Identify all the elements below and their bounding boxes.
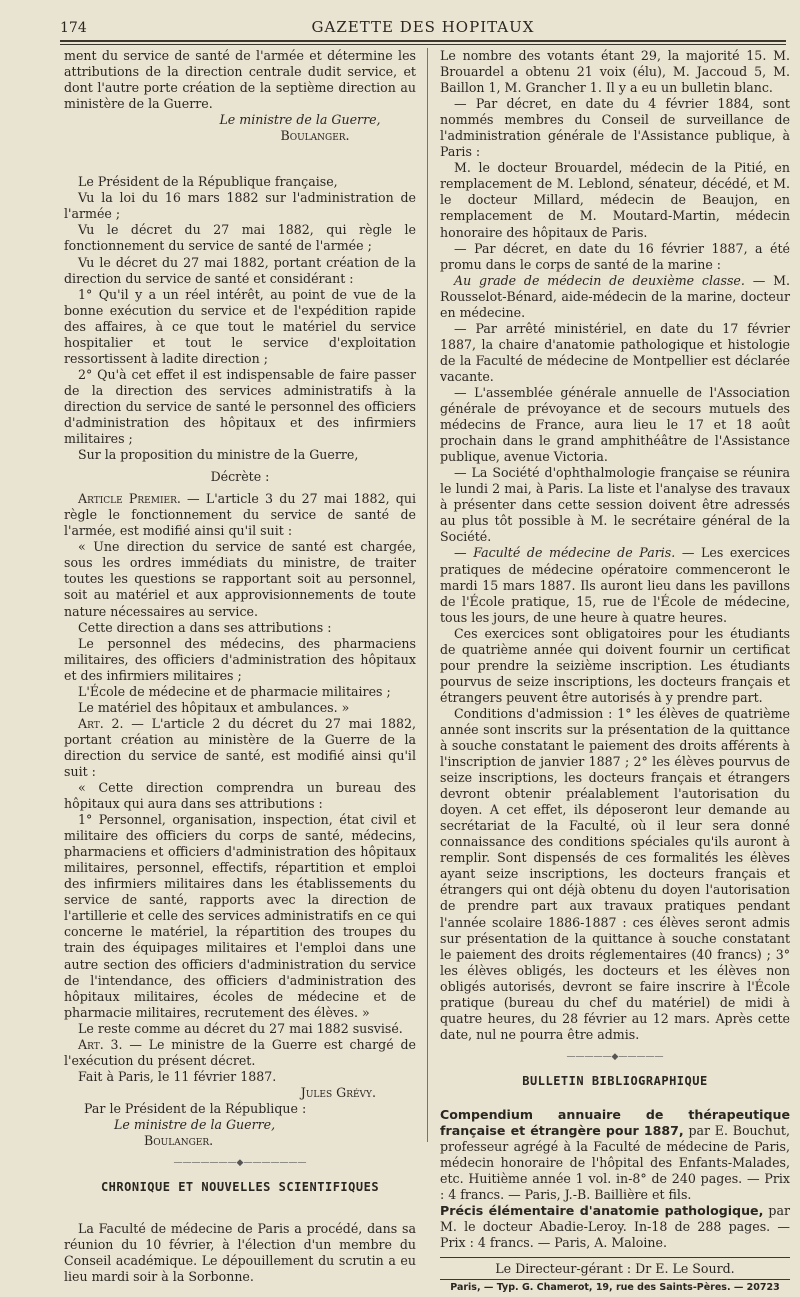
paragraph: Le matériel des hôpitaux et ambulances. » — [78, 699, 350, 715]
paragraph: Le personnel des médecins, des pharmaciens militaires, des officiers d'administration des hôpitaux et des infirmiers militaires ; — [64, 635, 416, 683]
paragraph: — La Société d'ophthalmologie française se réunira le lundi 2 mai, à Paris. La liste et l'analyse des travaux à présenter dans cette session doivent être adressés au plus tôt possible à M. le secrétaire général de la Société. — [440, 465, 790, 545]
page-number: 174 — [60, 20, 87, 36]
ornament-divider: —————◆————— — [566, 1051, 664, 1062]
paragraph: M. le docteur Brouardel, médecin de la Pitié, en remplacement de M. Leblond, sénateur, décédé, et M. le docteur Millard, médecin de Beaujon, en remplacement de M. Moutard-Martin, médecin honoraire des hôpitaux de Paris. — [440, 160, 790, 240]
book-details: par M. le docteur Abadie-Leroy. In-18 de 288 pages. — Prix : 4 francs. — Paris, A. Maloine. — [440, 1203, 790, 1251]
paragraph: « Cette direction comprendra un bureau des hôpitaux qui aura dans ses attributions : — [64, 780, 416, 812]
paragraph: 2° Qu'à cet effet il est indispensable de faire passer de la direction des services administratifs à la direction du service de santé le personnel des officiers d'administration des hôpitaux et des infirmiers militaires ; — [64, 366, 416, 447]
director-line: Le Directeur-gérant : Dr E. Le Sourd. — [440, 1257, 790, 1280]
article-2 — [64, 716, 416, 780]
paragraph-text: — Les exercices pratiques de médecine opératoire commenceront le mardi 15 mars 1887. Ils auront lieu dans les pavillons de l'École pratique, 15, rue de l'École de médecine, tous les jours, de une heure à quatre heures. — [440, 545, 790, 625]
left-column — [64, 48, 416, 1285]
signature-name: Boulanger. — [280, 128, 350, 144]
paragraph: — Par décret, en date du 16 février 1887, a été promu dans le corps de santé de la marine : — [440, 240, 790, 272]
paragraph — [440, 545, 790, 625]
book-title: Précis élémentaire d'anatomie pathologique, — [440, 1203, 764, 1219]
chronique-title: CHRONIQUE ET NOUVELLES SCIENTIFIQUES — [100, 1180, 380, 1195]
signature-name: Boulanger. — [144, 1133, 214, 1149]
paragraph: Le Président de la République française, — [78, 174, 338, 190]
signature-role: Le ministre de la Guerre, — [219, 112, 381, 128]
paragraph: Conditions d'admission : 1° les élèves de quatrième année sont inscrits sur la présentation de la quittance à souche constatant le paiement des droits afférents à l'inscription de janvier 1887 ; 2° les élèves pourvus de seize inscriptions, les docteurs français et étrangers devront obtenir préalablement l'autorisation du doyen. A cet effet, ils déposeront leur demande au secrétariat de la Faculté, où il leur sera donné connaissance des conditions spéciales qu'ils auront à remplir. Sont dispensés de ces formalités les élèves ayant seize inscriptions, les docteurs français et étrangers qui ont déjà obtenu du doyen l'autorisation de prendre part aux travaux pratiques pendant l'année scolaire 1886-1887 : ces élèves seront admis sur présentation de la quittance à souche constatant le paiement des droits réglementaires (40 francs) ; 3° les élèves obligés, les docteurs et les élèves non obligés autorisés, devront se faire inscrire à l'École pratique (bureau du chef du matériel) de midi à quatre heures, du 28 février au 12 mars. Après cette date, nul ne pourra être admis. — [440, 705, 790, 1042]
book-details: par E. Bouchut, professeur agrégé à la Faculté de médecine de Paris, médecin honoraire de l'hôpital des Enfants-Malades, etc. Huitième année 1 vol. in-8° de 240 pages. — Prix : 4 francs. — Paris, J.-B. Baillière et fils. — [440, 1123, 790, 1203]
page-header — [60, 18, 786, 38]
paragraph: — Par arrêté ministériel, en date du 17 février 1887, la chaire d'anatomie pathologique et histologie de la Faculté de médecine de Montpellier est déclarée vacante. — [440, 320, 790, 384]
article-text: — L'article 3 du 27 mai 1882, qui règle le fonctionnement du service de santé de l'armée, est modifié ainsi qu'il suit : — [64, 491, 416, 539]
paragraph: ment du service de santé de l'armée et détermine les attributions de la direction centrale dudit service, et dont l'autre porte création de la septième direction au ministère de la Guerre. — [64, 48, 416, 112]
column-divider — [427, 48, 428, 1142]
ornament-divider: ———————◆——————— — [173, 1158, 307, 1169]
paragraph: — Par décret, en date du 4 février 1884, sont nommés membres du Conseil de surveillance de l'administration générale de l'Assistance publique, à Paris : — [440, 96, 790, 160]
article-label: Art. 3. — [78, 1036, 123, 1052]
header-rule-thin — [60, 44, 786, 45]
paragraph: Le nombre des votants étant 29, la majorité 15. M. Brouardel a obtenu 21 voix (élu), M. Jaccoud 5, M. Baillon 1, M. Grancher 1. Il y a eu un bulletin blanc. — [440, 48, 790, 96]
paragraph-text: — M. Rousselot-Bénard, aide-médecin de la marine, docteur en médecine. — [440, 272, 791, 320]
paragraph: — L'assemblée générale annuelle de l'Association générale de prévoyance et de secours mutuels des médecins de France, aura lieu le 17 et 18 août prochain dans le grand amphithéâtre de l'Assistance publique, avenue Victoria. — [440, 384, 790, 465]
paragraph — [440, 273, 790, 321]
right-column — [440, 48, 790, 1297]
article-3 — [64, 1037, 416, 1069]
paragraph: Ces exercices sont obligatoires pour les étudiants de quatrième année qui doivent fournir un certificat pour prendre la seizième inscription. Les étudiants pourvus de seize inscriptions, les docteurs français et étrangers peuvent être autorisés à y prendre part. — [440, 625, 790, 705]
paragraph: L'École de médecine et de pharmacie militaires ; — [78, 683, 391, 699]
header-rule — [60, 40, 786, 42]
paragraph: « Une direction du service de santé est chargée, sous les ordres immédiats du ministre, de traiter toutes les questions se rapportant soit au personnel, soit au matériel et aux approvisionnements de toute nature nécessaires au service. — [64, 539, 416, 619]
bibliography-entry — [440, 1203, 790, 1251]
italic-lead: — Faculté de médecine de Paris. — [454, 545, 676, 561]
article-text: — L'article 2 du décret du 27 mai 1882, portant création au ministère de la Guerre de la direction du service de santé, est modifié ainsi qu'il suit : — [64, 715, 416, 779]
signature-name: Jules Grévy. — [300, 1084, 376, 1100]
decrete-heading: Décrète : — [210, 469, 270, 485]
paragraph: Fait à Paris, le 11 février 1887. — [78, 1068, 277, 1084]
paragraph: Vu le décret du 27 mai 1882, portant création de la direction du service de santé et considérant : — [64, 254, 416, 286]
journal-title: GAZETTE DES HOPITAUX — [311, 18, 535, 36]
article-label: Article Premier. — [78, 491, 181, 507]
printer-line: Paris, — Typ. G. Chamerot, 19, rue des Saints-Pères. — 20723 — [450, 1282, 780, 1294]
paragraph: Cette direction a dans ses attributions : — [78, 619, 332, 635]
signature-role: Le ministre de la Guerre, — [114, 1117, 276, 1132]
bulletin-title: BULLETIN BIBLIOGRAPHIQUE — [522, 1073, 708, 1088]
italic-lead: Au grade de médecin de deuxième classe. — [454, 272, 745, 288]
paragraph: Vu la loi du 16 mars 1882 sur l'administration de l'armée ; — [64, 190, 416, 222]
paragraph: 1° Personnel, organisation, inspection, état civil et militaire des officiers du corps de santé, médecins, pharmaciens et officiers d'administration des hôpitaux militaires, personnel, effectifs, répartition et emploi des infirmiers militaires dans les établissements du service de santé, rapports avec la direction de l'artillerie et celle des services administratifs en ce qui concerne le matériel, la répartition des troupes du train des équipages militaires et l'emploi dans une autre section des officiers d'administration du service de l'intendance, des officiers d'administration des hôpitaux militaires, écoles de médecine et de pharmacie militaires, recrutement des élèves. » — [64, 812, 416, 1020]
article-1 — [64, 491, 416, 539]
book-title: Compendium annuaire de thérapeutique française et étrangère pour 1887, — [440, 1107, 790, 1139]
article-text: — Le ministre de la Guerre est chargé de l'exécution du présent décret. — [64, 1036, 416, 1068]
paragraph: 1° Qu'il y a un réel intérêt, au point de vue de la bonne exécution du service et de l'expédition rapide des affaires, à ce que tout le matériel du service hospitalier et tout le service d'exploitation ressortissent à ladite direction ; — [64, 286, 416, 366]
paragraph: Le reste comme au décret du 27 mai 1882 susvisé. — [78, 1020, 403, 1036]
paragraph: Vu le décret du 27 mai 1882, qui règle le fonctionnement du service de santé de l'armée ; — [64, 222, 416, 254]
bibliography-entry — [440, 1107, 790, 1203]
signature-line: Par le Président de la République : — [84, 1100, 307, 1116]
article-label: Art. 2. — [78, 715, 124, 731]
paragraph: La Faculté de médecine de Paris a procédé, dans sa réunion du 10 février, à l'élection d'un membre du Conseil académique. Le dépouillement du scrutin a eu lieu mardi soir à la Sorbonne. — [64, 1221, 416, 1285]
paragraph: Sur la proposition du ministre de la Guerre, — [78, 447, 359, 463]
